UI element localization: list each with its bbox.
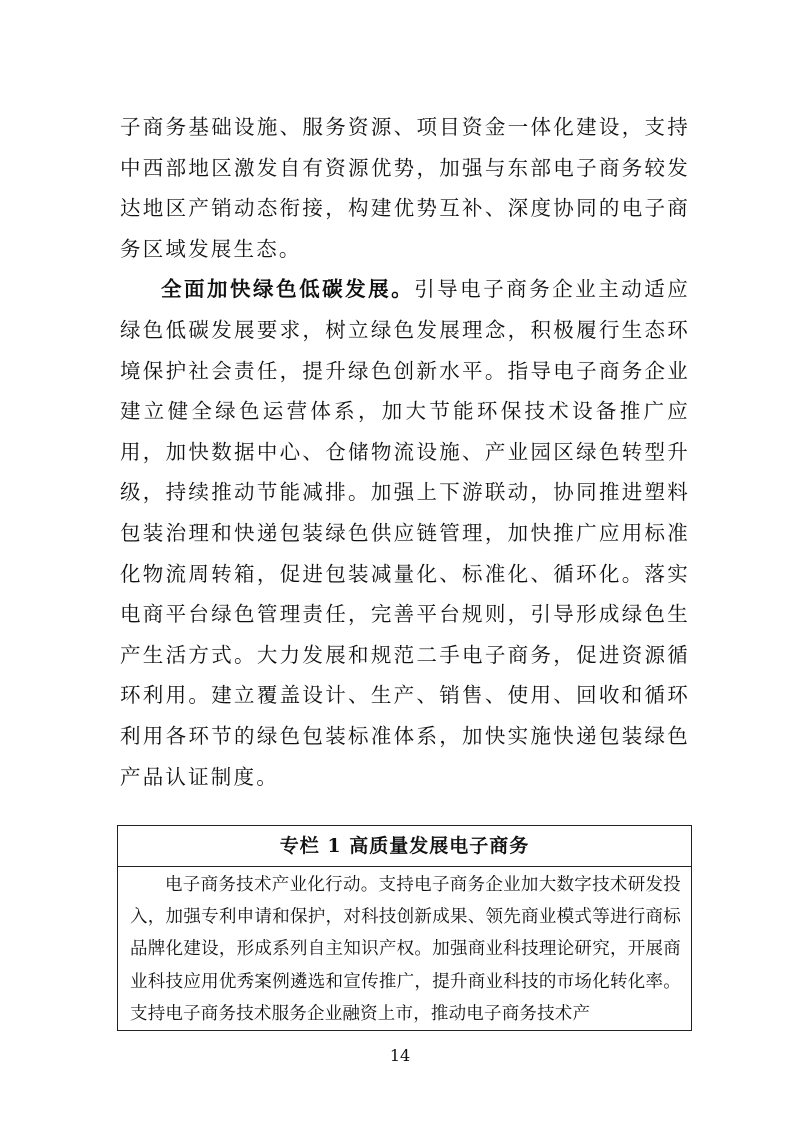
feature-column-title: 专栏 1 高质量发展电子商务 bbox=[118, 826, 691, 867]
body-text bbox=[120, 107, 690, 797]
paragraph-lead-heading: 全面加快绿色低碳发展。 bbox=[161, 277, 415, 302]
paragraph-green-development bbox=[120, 269, 690, 797]
paragraph-continuation bbox=[120, 107, 690, 269]
feature-column-box bbox=[117, 825, 692, 1031]
paragraph-text: 引导电子商务企业主动适应绿色低碳发展要求，树立绿色发展理念，积极履行生态环境保护社会责任，提升绿色创新水平。指导电子商务企业建立健全绿色运营体系，加大节能环保技术设备推广应用，加快数据中心、仓储物流设施、产业园区绿色转型升级，持续推动节能减排。加强上下游联动，协同推进塑料包装治理和快递包装绿色供应链管理，加快推广应用标准化物流周转箱，促进包装减量化、标准化、循环化。落实电商平台绿色管理责任，完善平台规则，引导形成绿色生产生活方式。大力发展和规范二手电子商务，促进资源循环利用。建立覆盖设计、生产、销售、使用、回收和循环利用各环节的绿色包装标准体系，加快实施快递包装绿色产品认证制度。 bbox=[120, 277, 691, 789]
feature-column-body: 电子商务技术产业化行动。支持电子商务企业加大数字技术研发投入，加强专利申请和保护，对科技创新成果、领先商业模式等进行商标品牌化建设，形成系列自主知识产权。加强商业科技理论研究，开展商业科技应用优秀案例遴选和宣传推广，提升商业科技的市场化转化率。支持电子商务技术服务企业融资上市，推动电子商务技术产 bbox=[130, 875, 681, 1024]
paragraph-text: 子商务基础设施、服务资源、项目资金一体化建设，支持中西部地区激发自有资源优势，加强与东部电子商务较发达地区产销动态衔接，构建优势互补、深度协同的电子商务区域发展生态。 bbox=[120, 115, 690, 261]
page-number: 14 bbox=[389, 1046, 411, 1065]
